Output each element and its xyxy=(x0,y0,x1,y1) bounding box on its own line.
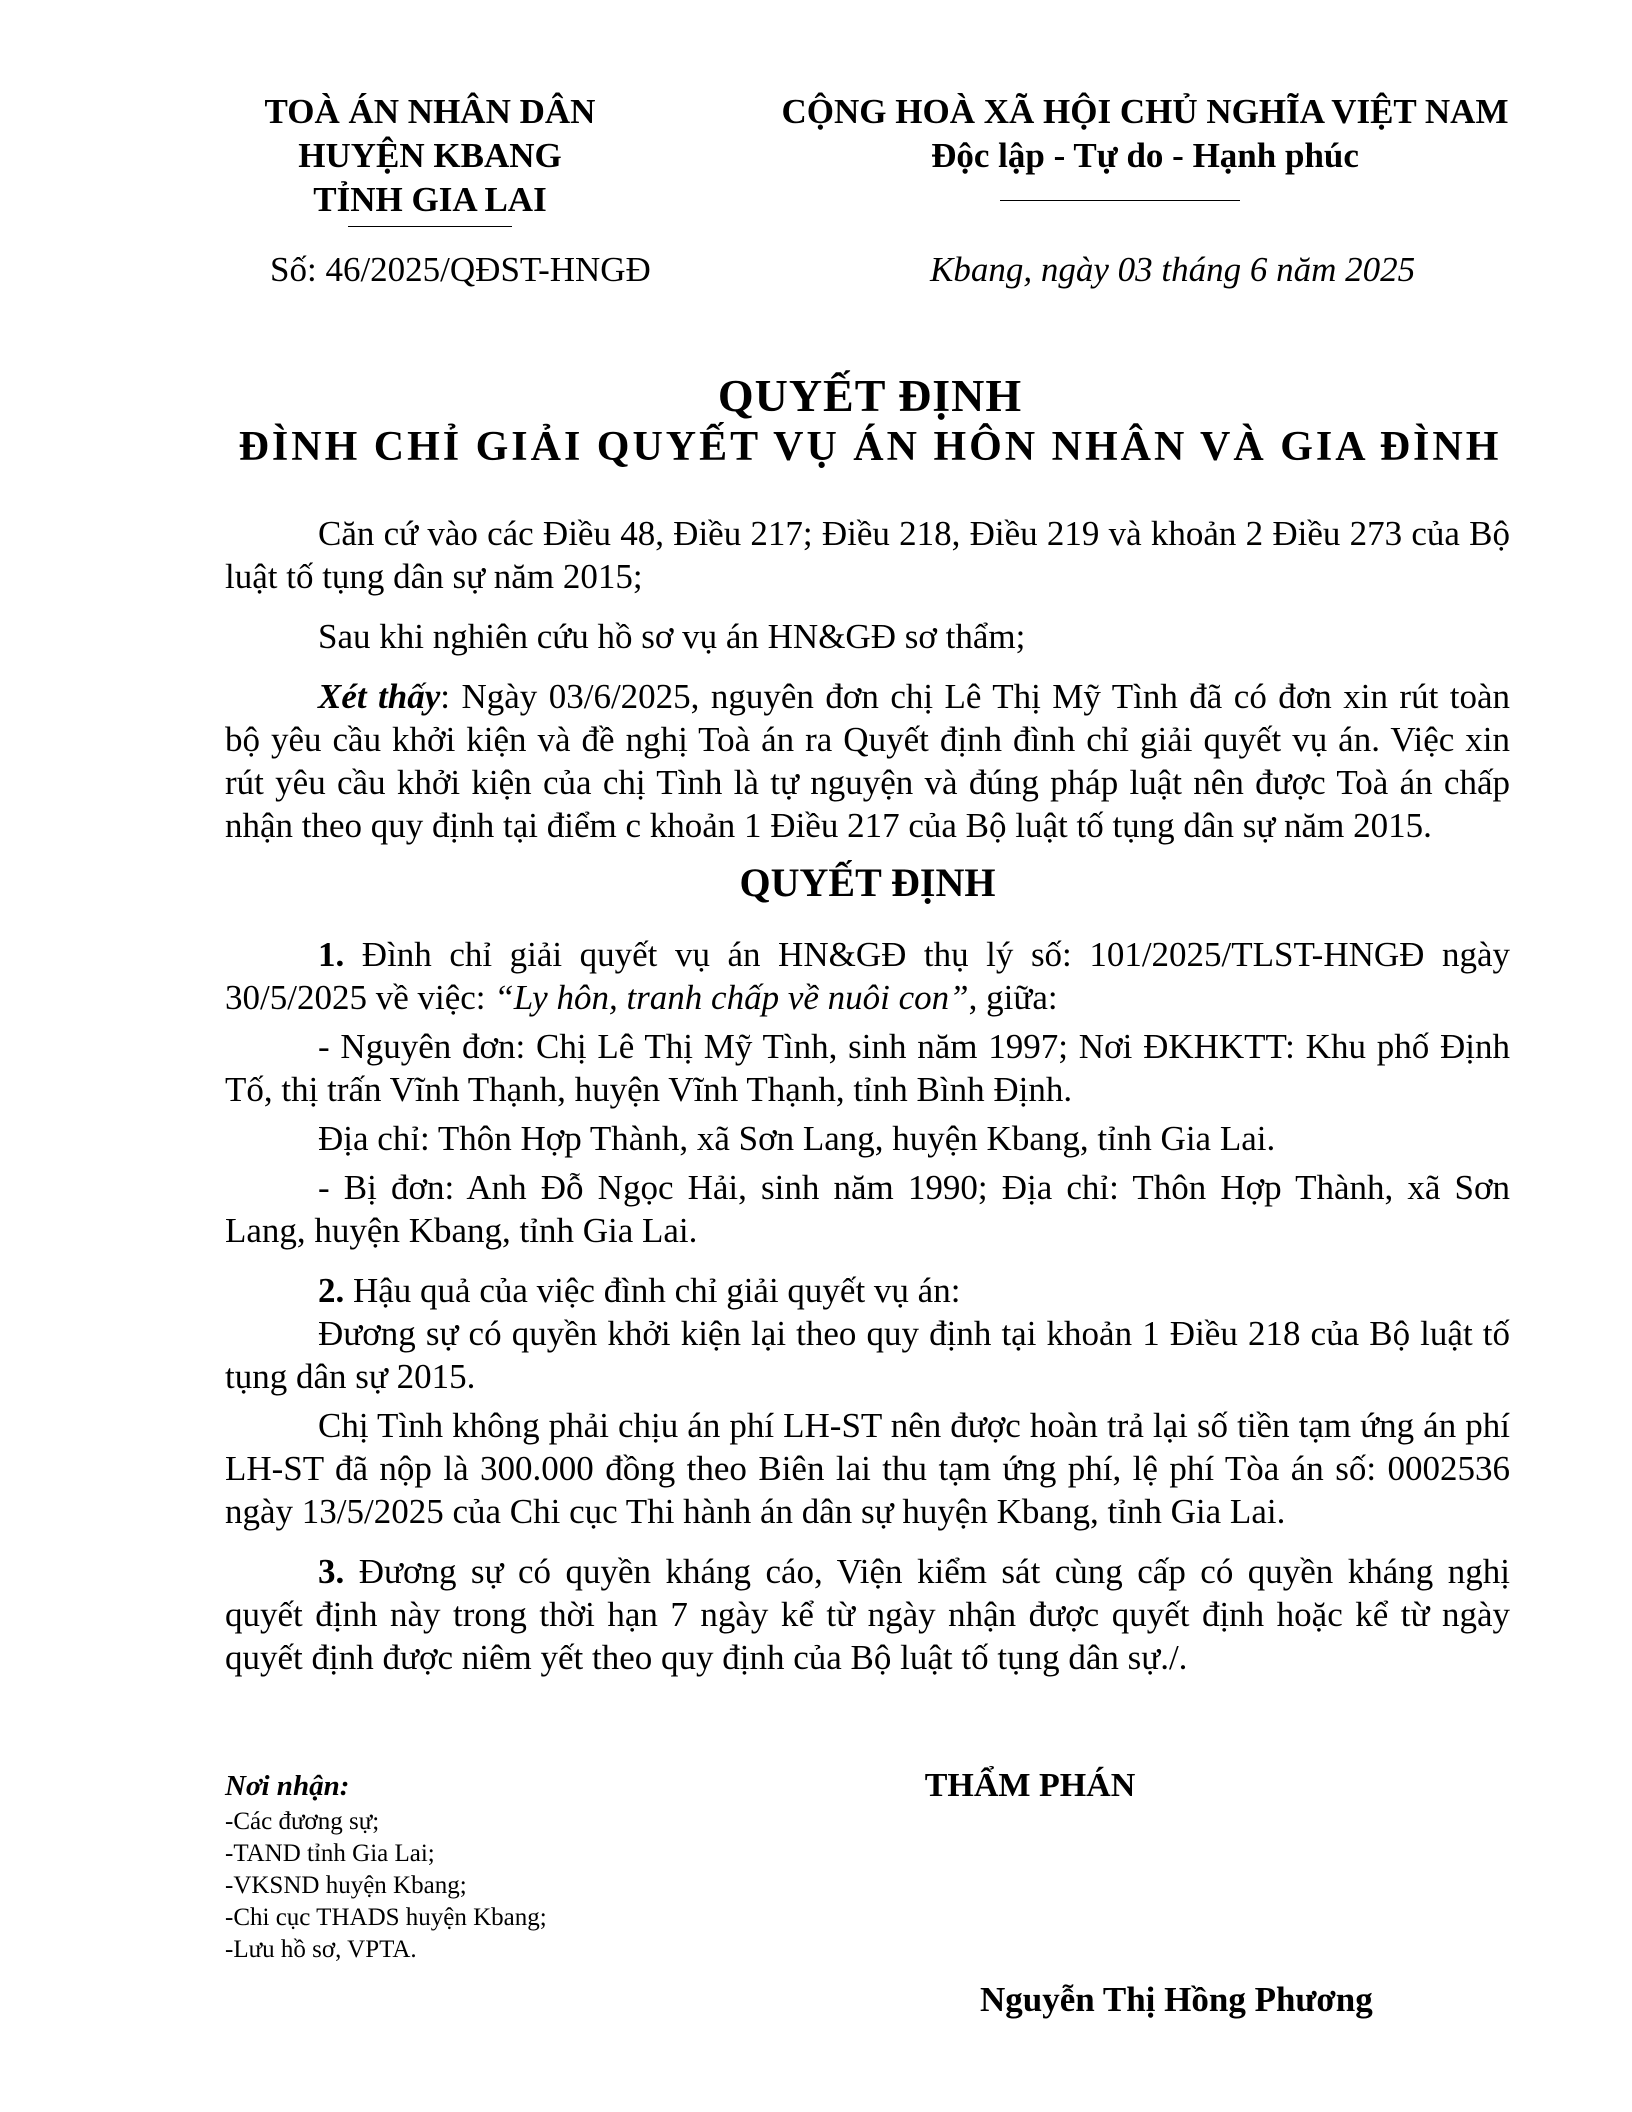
court-name-line-1: TOÀ ÁN NHÂN DÂN xyxy=(264,92,596,131)
decision-heading: QUYẾT ĐỊNH xyxy=(739,860,996,905)
signer-name: Nguyễn Thị Hồng Phương xyxy=(980,1980,1373,2019)
defendant-info: - Bị đơn: Anh Đỗ Ngọc Hải, sinh năm 1990; Địa chỉ: Thôn Hợp Thành, xã Sơn Lang, huyện Kbang, tỉnh Gia Lai. xyxy=(225,1168,1510,1250)
recipients-block xyxy=(225,1766,547,1966)
item-2-title: Hậu quả của việc đình chỉ giải quyết vụ án: xyxy=(344,1271,961,1310)
recipient-item: -Chi cục THADS huyện Kbang; xyxy=(225,1904,547,1931)
recipient-item: -Lưu hồ sơ, VPTA. xyxy=(225,1936,417,1963)
item-3-text: Đương sự có quyền kháng cáo, Viện kiểm sát cùng cấp có quyền kháng nghị quyết định này trong thời hạn 7 ngày kể từ ngày nhận được quyết định hoặc kể từ ngày quyết định được niêm yết theo quy định của Bộ luật tố tụng dân sự./. xyxy=(225,1552,1510,1677)
legal-basis: Căn cứ vào các Điều 48, Điều 217; Điều 218, Điều 219 và khoản 2 Điều 273 của Bộ luật tố tụng dân sự năm 2015; xyxy=(225,514,1510,596)
plaintiff-info: - Nguyên đơn: Chị Lê Thị Mỹ Tình, sinh năm 1997; Nơi ĐKHKTT: Khu phố Định Tố, thị trấn Vĩnh Thạnh, huyện Vĩnh Thạnh, tỉnh Bình Định. xyxy=(225,1027,1510,1109)
item-3 xyxy=(225,1550,1510,1679)
court-name-line-2: HUYỆN KBANG xyxy=(298,136,562,175)
national-motto: Độc lập - Tự do - Hạnh phúc xyxy=(931,136,1359,175)
national-motto-block xyxy=(770,90,1520,178)
document-title: QUYẾT ĐỊNH xyxy=(717,370,1023,421)
document-number: Số: 46/2025/QĐST-HNGĐ xyxy=(270,250,651,289)
court-name-line-3: TỈNH GIA LAI xyxy=(313,180,547,219)
item-1-case-subject: “Ly hôn, tranh chấp về nuôi con” xyxy=(494,978,969,1017)
court-name-block xyxy=(230,90,630,222)
document-subtitle: ĐÌNH CHỈ GIẢI QUYẾT VỤ ÁN HÔN NHÂN VÀ GIA ĐÌNH xyxy=(238,424,1502,470)
considering-paragraph xyxy=(225,675,1510,847)
recipient-item: -VKSND huyện Kbang; xyxy=(225,1872,467,1899)
item-2-number: 2. xyxy=(318,1271,345,1310)
national-name: CỘNG HOÀ XÃ HỘI CHỦ NGHĨA VIỆT NAM xyxy=(781,92,1509,131)
considering-label: Xét thấy xyxy=(318,677,441,716)
recipients-label: Nơi nhận: xyxy=(225,1770,350,1802)
court-name-underline xyxy=(348,226,512,227)
item-3-number: 3. xyxy=(318,1552,345,1591)
item-2 xyxy=(225,1269,1510,1312)
case-review: Sau khi nghiên cứu hồ sơ vụ án HN&GĐ sơ thẩm; xyxy=(318,617,1026,656)
motto-underline xyxy=(1000,200,1240,201)
considering-text: : Ngày 03/6/2025, nguyên đơn chị Lê Thị Mỹ Tình đã có đơn xin rút toàn bộ yêu cầu khởi kiện và đề nghị Toà án ra Quyết định đình chỉ giải quyết vụ án. Việc xin rút yêu cầu khởi kiện của chị Tình là tự nguyện và đúng pháp luật nên được Toà án chấp nhận theo quy định tại điểm c khoản 1 Điều 217 của Bộ luật tố tụng dân sự năm 2015. xyxy=(225,677,1511,845)
signer-title: THẨM PHÁN xyxy=(924,1767,1136,1804)
item-2-paragraph-a: Đương sự có quyền khởi kiện lại theo quy định tại khoản 1 Điều 218 của Bộ luật tố tụng dân sự 2015. xyxy=(225,1314,1510,1396)
plaintiff-address: Địa chỉ: Thôn Hợp Thành, xã Sơn Lang, huyện Kbang, tỉnh Gia Lai. xyxy=(318,1119,1276,1158)
item-2-paragraph-b: Chị Tình không phải chịu án phí LH-ST nên được hoàn trả lại số tiền tạm ứng án phí LH-ST đã nộp là 300.000 đồng theo Biên lai thu tạm ứng phí, lệ phí Tòa án số: 0002536 ngày 13/5/2025 của Chi cục Thi hành án dân sự huyện Kbang, tỉnh Gia Lai. xyxy=(225,1406,1510,1531)
item-1-text-a: Đình chỉ giải quyết vụ án HN&GĐ thụ lý số: 101/2025/TLST-HNGĐ ngày 30/5/2025 về việc: xyxy=(225,935,1510,1017)
recipient-item: -TAND tỉnh Gia Lai; xyxy=(225,1840,435,1867)
item-1 xyxy=(225,933,1510,1019)
item-1-number: 1. xyxy=(318,935,345,974)
document-body xyxy=(225,512,1510,1679)
recipient-item: -Các đương sự; xyxy=(225,1808,380,1835)
document-date: Kbang, ngày 03 tháng 6 năm 2025 xyxy=(930,250,1416,289)
item-1-text-b: , giữa: xyxy=(968,978,1058,1017)
